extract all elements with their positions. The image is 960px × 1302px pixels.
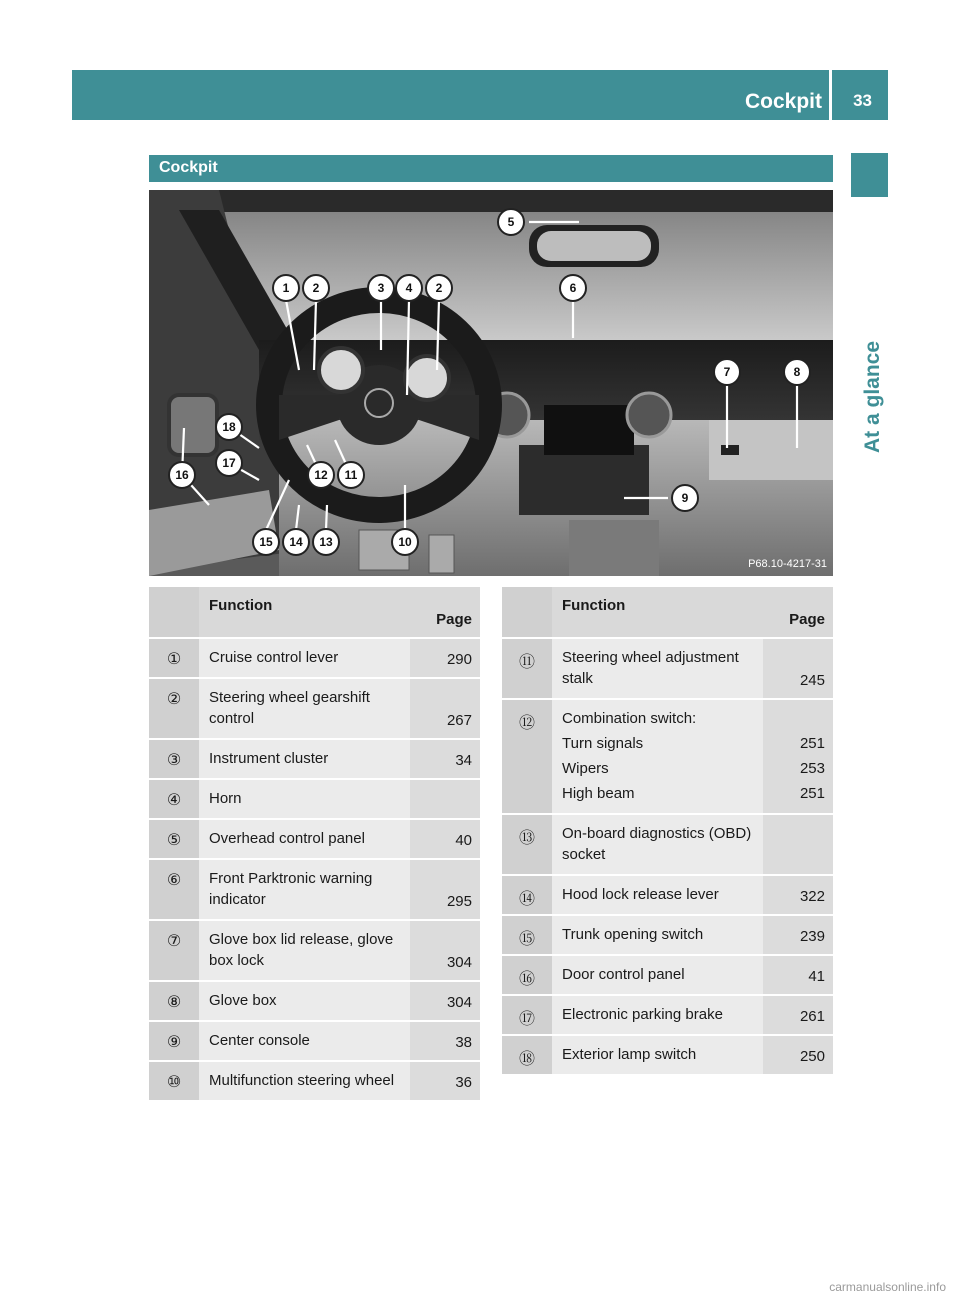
- sub-item-label: Turn signals: [562, 735, 644, 752]
- callout-9: 9: [671, 484, 699, 512]
- table-row: [502, 699, 833, 814]
- table-header: [149, 587, 480, 638]
- item-number: ③: [149, 739, 199, 779]
- callout-6: 6: [559, 274, 587, 302]
- item-number: ⑰: [502, 995, 552, 1035]
- item-page: 261: [763, 995, 833, 1035]
- callout-3: 3: [367, 274, 395, 302]
- item-function: Instrument cluster: [199, 739, 410, 779]
- function-table-left: [149, 587, 480, 1100]
- item-number: ⑩: [149, 1061, 199, 1100]
- table-row: [502, 814, 833, 875]
- item-number: ①: [149, 638, 199, 678]
- sub-item-label: Wipers: [562, 760, 609, 777]
- item-function: Steering wheel gearshift control: [199, 678, 410, 739]
- callout-13: 13: [312, 528, 340, 556]
- callout-8: 8: [783, 358, 811, 386]
- item-page: 295: [410, 859, 480, 920]
- cockpit-photo: [149, 190, 833, 576]
- running-header: [72, 70, 888, 120]
- item-function: Overhead control panel: [199, 819, 410, 859]
- item-page: 239: [763, 915, 833, 955]
- table-row: [502, 638, 833, 699]
- item-page: 322: [763, 875, 833, 915]
- item-number: ⑨: [149, 1021, 199, 1061]
- callout-1: 1: [272, 274, 300, 302]
- item-page: 36: [410, 1061, 480, 1100]
- sub-item-label: High beam: [562, 785, 635, 802]
- item-function: Exterior lamp switch: [552, 1035, 763, 1074]
- photo-code: P68.10-4217-31: [748, 558, 827, 570]
- table-body: [149, 638, 480, 1100]
- table-row: [502, 1035, 833, 1074]
- item-page: 38: [410, 1021, 480, 1061]
- table-row: [149, 1021, 480, 1061]
- item-function: On-board diagnostics (OBD) socket: [552, 814, 763, 875]
- item-number: ⑪: [502, 638, 552, 699]
- table-row: [502, 875, 833, 915]
- item-function: Cruise control lever: [199, 638, 410, 678]
- chapter-tab-label: At a glance: [861, 340, 884, 453]
- item-function: Steering wheel adjustment stalk: [552, 638, 763, 699]
- item-number: ⑤: [149, 819, 199, 859]
- item-page: 304: [410, 981, 480, 1021]
- item-number: ④: [149, 779, 199, 819]
- item-number: ⑱: [502, 1035, 552, 1074]
- table-header: [502, 587, 833, 638]
- item-function: Front Parktronic warning indicator: [199, 859, 410, 920]
- callout-15: 15: [252, 528, 280, 556]
- callout-2: 2: [302, 274, 330, 302]
- table-row: [149, 859, 480, 920]
- header-title: Cockpit: [744, 90, 822, 113]
- callout-17: 17: [215, 449, 243, 477]
- item-function: Center console: [199, 1021, 410, 1061]
- item-function: Glove box lid release, glove box lock: [199, 920, 410, 981]
- table-row: [502, 915, 833, 955]
- callout-14: 14: [282, 528, 310, 556]
- callout-11: 11: [337, 461, 365, 489]
- item-function: Combination switch: Turn signals Wipers High beam: [552, 699, 763, 814]
- item-function: Hood lock release lever: [552, 875, 763, 915]
- item-number: ⑧: [149, 981, 199, 1021]
- header-divider: [829, 70, 832, 120]
- chapter-tab: [851, 153, 888, 1302]
- item-page: 41: [763, 955, 833, 995]
- table-row: [149, 739, 480, 779]
- item-page: 250: [763, 1035, 833, 1074]
- table-row: [149, 981, 480, 1021]
- item-number: ②: [149, 678, 199, 739]
- callout-5: 5: [497, 208, 525, 236]
- item-function: Glove box: [199, 981, 410, 1021]
- item-number: ⑮: [502, 915, 552, 955]
- callout-4: 4: [395, 274, 423, 302]
- item-number: ⑯: [502, 955, 552, 995]
- page-number: 33: [853, 91, 872, 110]
- item-function: Door control panel: [552, 955, 763, 995]
- table-row: [502, 955, 833, 995]
- table-row: [149, 819, 480, 859]
- item-number: ⑭: [502, 875, 552, 915]
- table-row: [149, 638, 480, 678]
- table-row: [149, 678, 480, 739]
- callout-12: 12: [307, 461, 335, 489]
- table-row: [149, 779, 480, 819]
- item-function: Multifunction steering wheel: [199, 1061, 410, 1100]
- item-page: 34: [410, 739, 480, 779]
- chapter-tab-block: [851, 153, 888, 197]
- callout-7: 7: [713, 358, 741, 386]
- item-page: 40: [410, 819, 480, 859]
- sub-item-page: 251: [799, 785, 825, 802]
- item-page: [763, 699, 833, 814]
- item-page: [763, 814, 833, 875]
- callout-10: 10: [391, 528, 419, 556]
- sub-item-page: 251: [799, 735, 825, 752]
- sub-item-page: 253: [799, 760, 825, 777]
- item-page: 290: [410, 638, 480, 678]
- item-function: Horn: [199, 779, 410, 819]
- column-page: Page: [410, 587, 480, 638]
- item-function: Electronic parking brake: [552, 995, 763, 1035]
- callout-2: 2: [425, 274, 453, 302]
- table-body: [502, 638, 833, 1074]
- column-function: Function: [552, 587, 763, 638]
- item-number: ⑬: [502, 814, 552, 875]
- item-page: 267: [410, 678, 480, 739]
- column-page: Page: [763, 587, 833, 638]
- item-page: 304: [410, 920, 480, 981]
- section-title: Cockpit: [159, 159, 218, 176]
- item-number: ⑥: [149, 859, 199, 920]
- table-row: [149, 1061, 480, 1100]
- item-number: ⑫: [502, 699, 552, 814]
- item-page: 245: [763, 638, 833, 699]
- table-row: [502, 995, 833, 1035]
- section-heading: [149, 155, 833, 182]
- callout-16: 16: [168, 461, 196, 489]
- table-row: [149, 920, 480, 981]
- item-number: ⑦: [149, 920, 199, 981]
- function-table-right: [502, 587, 833, 1074]
- callout-18: 18: [215, 413, 243, 441]
- column-function: Function: [199, 587, 410, 638]
- item-function: Trunk opening switch: [552, 915, 763, 955]
- item-page: [410, 779, 480, 819]
- footer-watermark: carmanualsonline.info: [829, 1280, 946, 1294]
